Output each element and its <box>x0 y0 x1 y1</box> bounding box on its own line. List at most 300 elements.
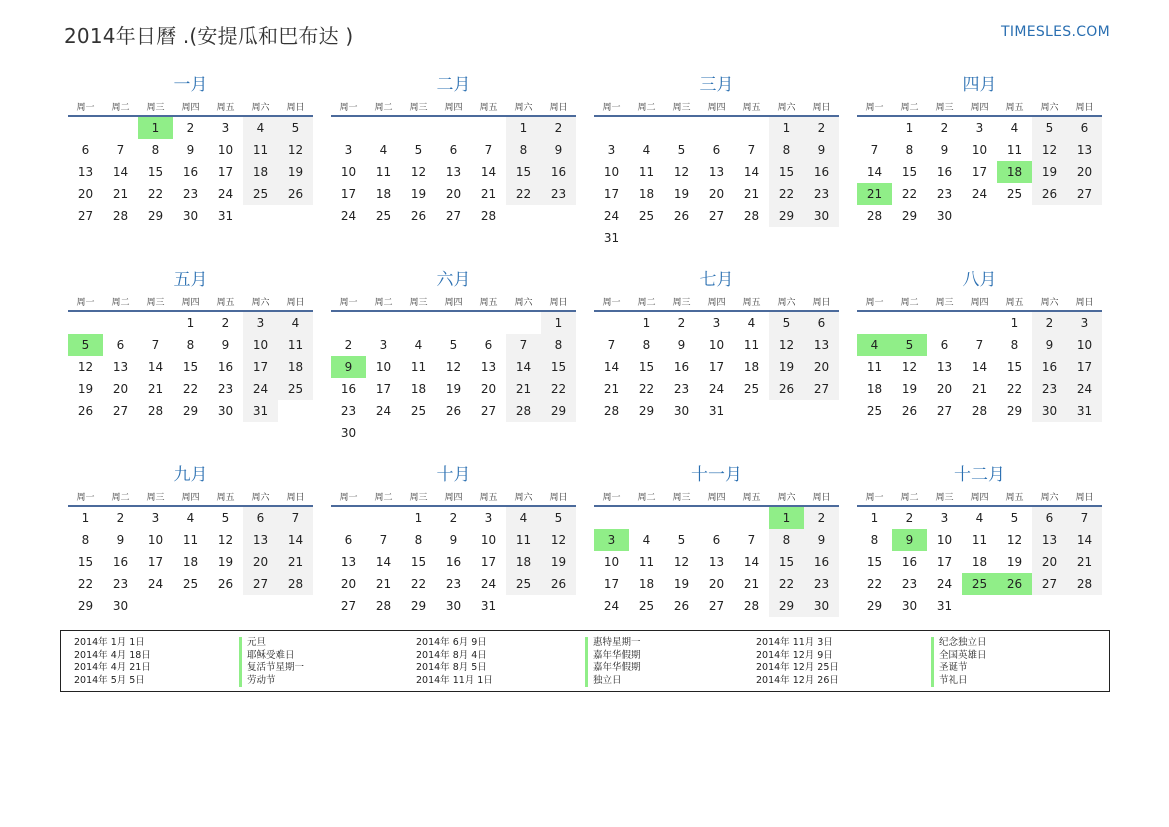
day-cell: 5 <box>541 506 576 529</box>
day-cell: 9 <box>331 356 366 378</box>
day-cell: 29 <box>769 205 804 227</box>
weekday-header: 周日 <box>278 97 313 116</box>
week-row <box>857 378 1102 400</box>
legend-dates-col-1 <box>74 637 151 687</box>
weekday-header: 周六 <box>506 487 541 506</box>
week-row <box>594 506 839 529</box>
empty-cell <box>138 595 173 617</box>
holiday-legend <box>60 630 1110 692</box>
legend-date: 2014年 4月 21日 <box>74 662 151 673</box>
empty-cell <box>734 116 769 139</box>
legend-holiday-name: 劳动节 <box>239 675 304 688</box>
weekday-header: 周二 <box>103 292 138 311</box>
month-table <box>857 292 1102 422</box>
week-row <box>594 205 839 227</box>
weekday-header: 周一 <box>594 292 629 311</box>
weekday-header: 周二 <box>103 487 138 506</box>
day-cell: 26 <box>673 599 690 613</box>
week-row <box>331 422 576 444</box>
day-cell: 21 <box>112 187 129 201</box>
legend-date: 2014年 5月 5日 <box>74 674 145 686</box>
day-cell: 21 <box>857 183 892 205</box>
empty-cell <box>103 116 138 139</box>
day-cell: 14 <box>375 555 392 569</box>
day-cell: 28 <box>743 209 760 223</box>
legend-date: 2014年 12月 25日 <box>756 662 839 673</box>
day-cell: 15 <box>1006 360 1023 374</box>
day-cell: 30 <box>1032 400 1067 422</box>
day-cell: 7 <box>506 334 541 356</box>
day-cell: 25 <box>243 183 278 205</box>
week-row <box>331 529 576 551</box>
day-cell: 28 <box>603 404 620 418</box>
month-name: 二月 <box>436 75 471 95</box>
day-cell: 20 <box>243 551 278 573</box>
day-cell: 10 <box>603 555 620 569</box>
day-cell: 24 <box>147 577 164 591</box>
empty-cell <box>278 205 313 227</box>
weekday-header: 周日 <box>1067 97 1102 116</box>
weekday-header: 周四 <box>699 97 734 116</box>
day-cell: 25 <box>278 378 313 400</box>
weekday-header: 周一 <box>68 487 103 506</box>
day-cell: 5 <box>677 143 686 157</box>
day-cell: 31 <box>217 209 234 223</box>
week-row <box>331 205 576 227</box>
weekday-header: 周一 <box>594 487 629 506</box>
month-name: 六月 <box>436 270 471 290</box>
day-cell: 3 <box>243 311 278 334</box>
day-cell: 1 <box>186 316 195 330</box>
day-cell: 30 <box>673 404 690 418</box>
day-cell: 11 <box>1006 143 1023 157</box>
weekday-header: 周四 <box>436 292 471 311</box>
day-cell: 31 <box>708 404 725 418</box>
day-cell: 6 <box>804 311 839 334</box>
weekday-header: 周四 <box>173 97 208 116</box>
day-cell: 13 <box>1067 139 1102 161</box>
month-table <box>594 97 839 249</box>
weekday-header: 周五 <box>208 487 243 506</box>
weekday-header: 周二 <box>629 292 664 311</box>
month-calendar <box>857 463 1102 628</box>
day-cell: 7 <box>484 143 493 157</box>
day-cell: 25 <box>638 599 655 613</box>
weekday-header: 周六 <box>506 97 541 116</box>
weekday-header: 周四 <box>173 487 208 506</box>
day-cell: 25 <box>638 209 655 223</box>
day-cell: 21 <box>278 551 313 573</box>
legend-holiday-name: 元旦 <box>239 637 304 650</box>
day-cell: 2 <box>677 316 686 330</box>
day-cell: 8 <box>769 139 804 161</box>
day-cell: 4 <box>1010 121 1019 135</box>
weekday-header: 周四 <box>699 292 734 311</box>
empty-cell <box>664 116 699 139</box>
week-row <box>594 116 839 139</box>
day-cell: 5 <box>278 116 313 139</box>
weekday-header: 周一 <box>68 292 103 311</box>
empty-cell <box>541 205 576 227</box>
weekday-header: 周六 <box>1032 487 1067 506</box>
day-cell: 5 <box>1010 511 1019 525</box>
empty-cell <box>769 227 804 249</box>
day-cell: 11 <box>638 555 655 569</box>
week-row <box>594 529 839 551</box>
day-cell: 24 <box>708 382 725 396</box>
day-cell: 25 <box>182 577 199 591</box>
month-calendar <box>594 268 839 463</box>
day-cell: 4 <box>186 511 195 525</box>
day-cell: 2 <box>1032 311 1067 334</box>
week-row <box>331 573 576 595</box>
day-cell: 4 <box>414 338 423 352</box>
day-cell: 3 <box>379 338 388 352</box>
day-cell: 5 <box>68 334 103 356</box>
weekday-header: 周五 <box>471 487 506 506</box>
day-cell: 1 <box>138 116 173 139</box>
day-cell: 15 <box>866 555 883 569</box>
day-cell: 17 <box>375 382 392 396</box>
day-cell: 24 <box>603 209 620 223</box>
day-cell: 18 <box>971 555 988 569</box>
day-cell: 22 <box>541 378 576 400</box>
day-cell: 11 <box>743 338 760 352</box>
day-cell: 7 <box>975 338 984 352</box>
weekday-header: 周二 <box>366 97 401 116</box>
day-cell: 26 <box>769 378 804 400</box>
day-cell: 19 <box>410 187 427 201</box>
weekday-header: 周四 <box>699 487 734 506</box>
weekday-header: 周日 <box>1067 292 1102 311</box>
week-row <box>68 529 313 551</box>
empty-cell <box>1032 205 1067 227</box>
month-calendar <box>857 73 1102 268</box>
day-cell: 28 <box>1067 573 1102 595</box>
day-cell: 9 <box>186 143 195 157</box>
day-cell: 1 <box>642 316 651 330</box>
day-cell: 29 <box>1006 404 1023 418</box>
day-cell: 11 <box>410 360 427 374</box>
day-cell: 23 <box>340 404 357 418</box>
day-cell: 13 <box>445 165 462 179</box>
day-cell: 7 <box>379 533 388 547</box>
week-row <box>594 573 839 595</box>
day-cell: 14 <box>1067 529 1102 551</box>
weekday-header: 周三 <box>927 292 962 311</box>
month-table <box>68 97 313 227</box>
day-cell: 13 <box>480 360 497 374</box>
empty-cell <box>506 595 541 617</box>
month-calendar <box>331 268 576 463</box>
day-cell: 21 <box>743 187 760 201</box>
day-cell: 3 <box>940 511 949 525</box>
weekday-header: 周日 <box>1067 487 1102 506</box>
empty-cell <box>734 400 769 422</box>
day-cell: 26 <box>541 573 576 595</box>
day-cell: 28 <box>480 209 497 223</box>
day-cell: 9 <box>804 529 839 551</box>
day-cell: 7 <box>116 143 125 157</box>
day-cell: 26 <box>1032 183 1067 205</box>
day-cell: 17 <box>603 577 620 591</box>
weekday-header: 周二 <box>366 487 401 506</box>
month-name: 七月 <box>699 270 734 290</box>
day-cell: 7 <box>747 533 756 547</box>
day-cell: 4 <box>975 511 984 525</box>
legend-date: 2014年 11月 1日 <box>416 674 493 686</box>
day-cell: 27 <box>804 378 839 400</box>
weekday-header: 周五 <box>208 97 243 116</box>
day-cell: 10 <box>243 334 278 356</box>
day-cell: 21 <box>480 187 497 201</box>
weekday-header: 周日 <box>804 487 839 506</box>
day-cell: 3 <box>594 529 629 551</box>
day-cell: 18 <box>410 382 427 396</box>
week-row <box>331 400 576 422</box>
empty-cell <box>506 311 541 334</box>
day-cell: 24 <box>936 577 953 591</box>
day-cell: 16 <box>182 165 199 179</box>
day-cell: 28 <box>866 209 883 223</box>
day-cell: 27 <box>708 209 725 223</box>
day-cell: 9 <box>677 338 686 352</box>
month-name: 十二月 <box>954 465 1005 485</box>
day-cell: 1 <box>506 116 541 139</box>
day-cell: 7 <box>278 506 313 529</box>
day-cell: 11 <box>971 533 988 547</box>
day-cell: 28 <box>375 599 392 613</box>
day-cell: 3 <box>151 511 160 525</box>
weekday-header: 周六 <box>1032 97 1067 116</box>
day-cell: 13 <box>340 555 357 569</box>
weekday-header: 周四 <box>436 97 471 116</box>
day-cell: 17 <box>971 165 988 179</box>
day-cell: 17 <box>340 187 357 201</box>
day-cell: 1 <box>905 121 914 135</box>
legend-names-col-3 <box>931 637 987 687</box>
weekday-header: 周二 <box>892 487 927 506</box>
day-cell: 25 <box>743 382 760 396</box>
day-cell: 17 <box>147 555 164 569</box>
empty-cell <box>471 116 506 139</box>
day-cell: 25 <box>1006 187 1023 201</box>
day-cell: 15 <box>77 555 94 569</box>
day-cell: 16 <box>217 360 234 374</box>
weekday-header: 周四 <box>962 487 997 506</box>
day-cell: 29 <box>638 404 655 418</box>
day-cell: 28 <box>147 404 164 418</box>
day-cell: 5 <box>221 511 230 525</box>
day-cell: 30 <box>804 595 839 617</box>
empty-cell <box>331 311 366 334</box>
day-cell: 2 <box>541 116 576 139</box>
day-cell: 27 <box>936 404 953 418</box>
day-cell: 18 <box>375 187 392 201</box>
day-cell: 18 <box>743 360 760 374</box>
weekday-header: 周四 <box>173 292 208 311</box>
weekday-header: 周五 <box>997 487 1032 506</box>
day-cell: 20 <box>77 187 94 201</box>
day-cell: 11 <box>243 139 278 161</box>
day-cell: 4 <box>243 116 278 139</box>
day-cell: 13 <box>112 360 129 374</box>
day-cell: 6 <box>1032 506 1067 529</box>
day-cell: 4 <box>278 311 313 334</box>
empty-cell <box>734 227 769 249</box>
day-cell: 8 <box>414 533 423 547</box>
empty-cell <box>331 506 366 529</box>
weekday-header: 周五 <box>471 97 506 116</box>
day-cell: 2 <box>116 511 125 525</box>
day-cell: 17 <box>480 555 497 569</box>
day-cell: 11 <box>375 165 392 179</box>
day-cell: 24 <box>603 599 620 613</box>
day-cell: 29 <box>182 404 199 418</box>
day-cell: 16 <box>936 165 953 179</box>
month-name: 十一月 <box>691 465 742 485</box>
day-cell: 1 <box>769 506 804 529</box>
day-cell: 21 <box>506 378 541 400</box>
week-row <box>594 400 839 422</box>
legend-date: 2014年 6月 9日 <box>416 637 487 648</box>
day-cell: 23 <box>445 577 462 591</box>
week-row <box>594 311 839 334</box>
day-cell: 2 <box>804 116 839 139</box>
empty-cell <box>68 311 103 334</box>
week-row <box>857 595 1102 617</box>
month-table <box>594 292 839 422</box>
day-cell: 10 <box>603 165 620 179</box>
month-table <box>68 292 313 422</box>
day-cell: 16 <box>804 161 839 183</box>
week-row <box>68 595 313 617</box>
day-cell: 20 <box>804 356 839 378</box>
legend-date: 2014年 8月 4日 <box>416 649 487 661</box>
week-row <box>331 139 576 161</box>
day-cell: 24 <box>971 187 988 201</box>
day-cell: 1 <box>870 511 879 525</box>
month-calendar <box>68 463 313 628</box>
day-cell: 20 <box>112 382 129 396</box>
empty-cell <box>962 595 997 617</box>
weekday-header: 周六 <box>769 487 804 506</box>
empty-cell <box>401 422 436 444</box>
day-cell: 5 <box>769 311 804 334</box>
day-cell: 2 <box>940 121 949 135</box>
week-row <box>68 116 313 139</box>
day-cell: 19 <box>673 187 690 201</box>
day-cell: 28 <box>278 573 313 595</box>
week-row <box>331 506 576 529</box>
day-cell: 26 <box>445 404 462 418</box>
weekday-header: 周五 <box>734 97 769 116</box>
day-cell: 15 <box>182 360 199 374</box>
week-row <box>594 334 839 356</box>
legend-holiday-name: 全国英雄日 <box>931 650 987 663</box>
day-cell: 13 <box>708 165 725 179</box>
month-calendar <box>857 268 1102 463</box>
day-cell: 22 <box>769 573 804 595</box>
empty-cell <box>769 400 804 422</box>
calendar-grid <box>68 73 1102 628</box>
empty-cell <box>541 595 576 617</box>
week-row <box>594 161 839 183</box>
day-cell: 12 <box>77 360 94 374</box>
day-cell: 12 <box>901 360 918 374</box>
day-cell: 23 <box>182 187 199 201</box>
day-cell: 20 <box>1067 161 1102 183</box>
weekday-header: 周三 <box>138 292 173 311</box>
day-cell: 10 <box>971 143 988 157</box>
week-row <box>857 400 1102 422</box>
day-cell: 7 <box>151 338 160 352</box>
empty-cell <box>1032 595 1067 617</box>
day-cell: 2 <box>905 511 914 525</box>
day-cell: 12 <box>769 334 804 356</box>
weekday-header: 周三 <box>138 97 173 116</box>
empty-cell <box>103 311 138 334</box>
empty-cell <box>1067 205 1102 227</box>
day-cell: 26 <box>77 404 94 418</box>
day-cell: 17 <box>1067 356 1102 378</box>
weekday-header: 周一 <box>857 487 892 506</box>
day-cell: 25 <box>375 209 392 223</box>
weekday-header: 周六 <box>506 292 541 311</box>
day-cell: 17 <box>936 555 953 569</box>
month-name: 九月 <box>173 465 208 485</box>
empty-cell <box>68 116 103 139</box>
empty-cell <box>804 227 839 249</box>
month-calendar <box>68 73 313 268</box>
day-cell: 14 <box>743 555 760 569</box>
weekday-header: 周二 <box>892 97 927 116</box>
month-name: 五月 <box>173 270 208 290</box>
empty-cell <box>138 311 173 334</box>
empty-cell <box>699 116 734 139</box>
day-cell: 22 <box>901 187 918 201</box>
day-cell: 13 <box>77 165 94 179</box>
day-cell: 5 <box>1032 116 1067 139</box>
day-cell: 12 <box>1006 533 1023 547</box>
empty-cell <box>699 227 734 249</box>
day-cell: 29 <box>901 209 918 223</box>
empty-cell <box>664 227 699 249</box>
day-cell: 19 <box>217 555 234 569</box>
week-row <box>857 356 1102 378</box>
site-link[interactable]: TIMESLES.COM <box>1001 24 1110 40</box>
week-row <box>68 378 313 400</box>
day-cell: 18 <box>243 161 278 183</box>
empty-cell <box>436 311 471 334</box>
weekday-header: 周六 <box>243 292 278 311</box>
day-cell: 22 <box>1006 382 1023 396</box>
day-cell: 13 <box>243 529 278 551</box>
week-row <box>68 161 313 183</box>
legend-holiday-name: 嘉年华假期 <box>585 662 641 675</box>
week-row <box>594 227 839 249</box>
day-cell: 9 <box>940 143 949 157</box>
day-cell: 19 <box>1032 161 1067 183</box>
empty-cell <box>664 506 699 529</box>
weekday-header: 周三 <box>401 292 436 311</box>
empty-cell <box>173 595 208 617</box>
week-row <box>331 161 576 183</box>
month-table <box>331 97 576 227</box>
day-cell: 9 <box>221 338 230 352</box>
day-cell: 30 <box>804 205 839 227</box>
day-cell: 5 <box>677 533 686 547</box>
